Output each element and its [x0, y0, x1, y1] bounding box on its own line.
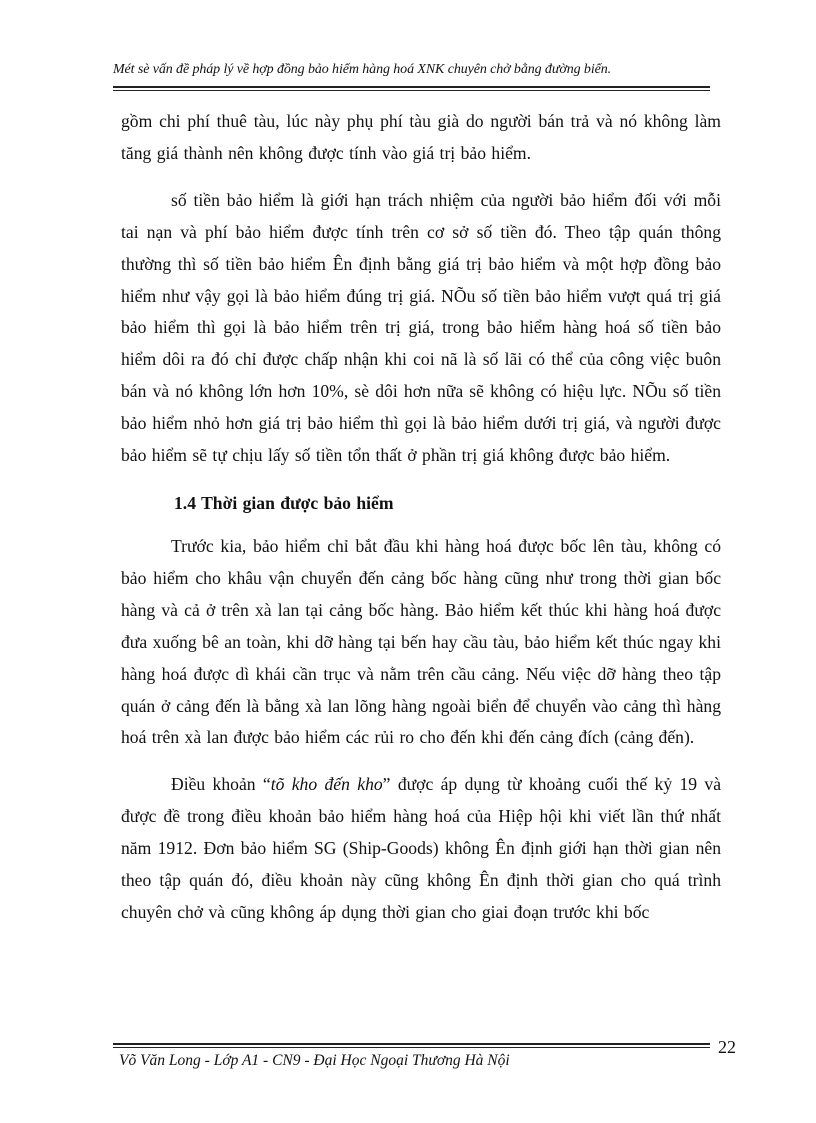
running-header: Mét sè vấn đề pháp lý về hợp đồng bảo hiểm hàng hoá XNK chuyên chở bằng đường biển. [113, 62, 612, 77]
page-number: 22 [718, 1037, 736, 1057]
paragraph-2: số tiền bảo hiểm là giới hạn trách nhiệm của người bảo hiểm đối với mỗi tai nạn và phí bảo hiểm được tính trên cơ sở số tiền đó. Theo tập quán thông thường thì số tiền bảo hiểm Ên định bằng giá trị bảo hiểm và một hợp đồng bảo hiểm như vậy gọi là bảo hiểm đúng trị giá. NÕu số tiền bảo hiểm vượt quá trị giá bảo hiểm thì gọi là bảo hiểm trên trị giá, trong bảo hiểm hàng hoá số tiền bảo hiểm dôi ra đó chỉ được chấp nhận khi coi nã là số lãi có thể của công việc buôn bán và nó không lớn hơn 10%, sè dôi hơn nữa sẽ không có hiệu lực. NÕu số tiền bảo hiểm nhỏ hơn giá trị bảo hiểm thì gọi là bảo hiểm dưới trị giá, và người được bảo hiểm sẽ tự chịu lấy số tiền tổn thất ở phần trị giá không được bảo hiểm. [121, 189, 721, 466]
paragraph-4-start: Điều khoản “ [171, 774, 271, 795]
quoted-term: tõ kho đến kho [270, 774, 383, 795]
section-heading: 1.4 Thời gian được bảo hiểm [174, 492, 394, 513]
running-footer: Võ Văn Long - Lớp A1 - CN9 - Đại Học Ngoại Thương Hà Nội [119, 1052, 510, 1069]
footer-rule-thin [113, 1047, 710, 1048]
footer-rule-thick [113, 1043, 710, 1045]
header-rule-thick [113, 86, 710, 88]
paragraph-4 [121, 769, 721, 929]
paragraph-3: Trước kia, bảo hiểm chỉ bắt đầu khi hàng hoá được bốc lên tàu, không có bảo hiểm cho khâu vận chuyển đến cảng bốc hàng cũng như trong thời gian bốc hàng và cả ở trên xà lan tại cảng bốc hàng. Bảo hiểm kết thúc khi hàng hoá được đưa xuống bê an toàn, khi dỡ hàng tại bến hay cầu tàu, bảo hiểm kết thúc ngay khi hàng hoá được dì khái cần trục và nằm trên cầu cảng. Nếu việc dỡ hàng theo tập quán ở cảng đến là bằng xà lan lõng hàng ngoài biển để chuyển vào cảng thì hàng hoá trên xà lan được bảo hiểm các rủi ro cho đến khi đến cảng đích (cảng đến). [121, 535, 721, 748]
document-body [121, 106, 721, 929]
paragraph-1: gồm chi phí thuê tàu, lúc này phụ phí tàu già do người bán trả và nó không làm tăng giá thành nên không được tính vào giá trị bảo hiểm. [121, 111, 721, 163]
paragraph-4-rest: ” được áp dụng từ khoảng cuối thế kỷ 19 và được đề trong điều khoản bảo hiểm hàng hoá của Hiệp hội khi viết lần thứ nhất năm 1912. Đơn bảo hiểm SG (Ship-Goods) không Ên định giới hạn thời gian nên theo tập quán đó, điều khoản này cũng không Ên định thời gian cho quá trình chuyên chở và cũng không áp dụng thời gian cho giai đoạn trước khi bốc [121, 774, 722, 922]
header-rule-thin [113, 90, 710, 91]
